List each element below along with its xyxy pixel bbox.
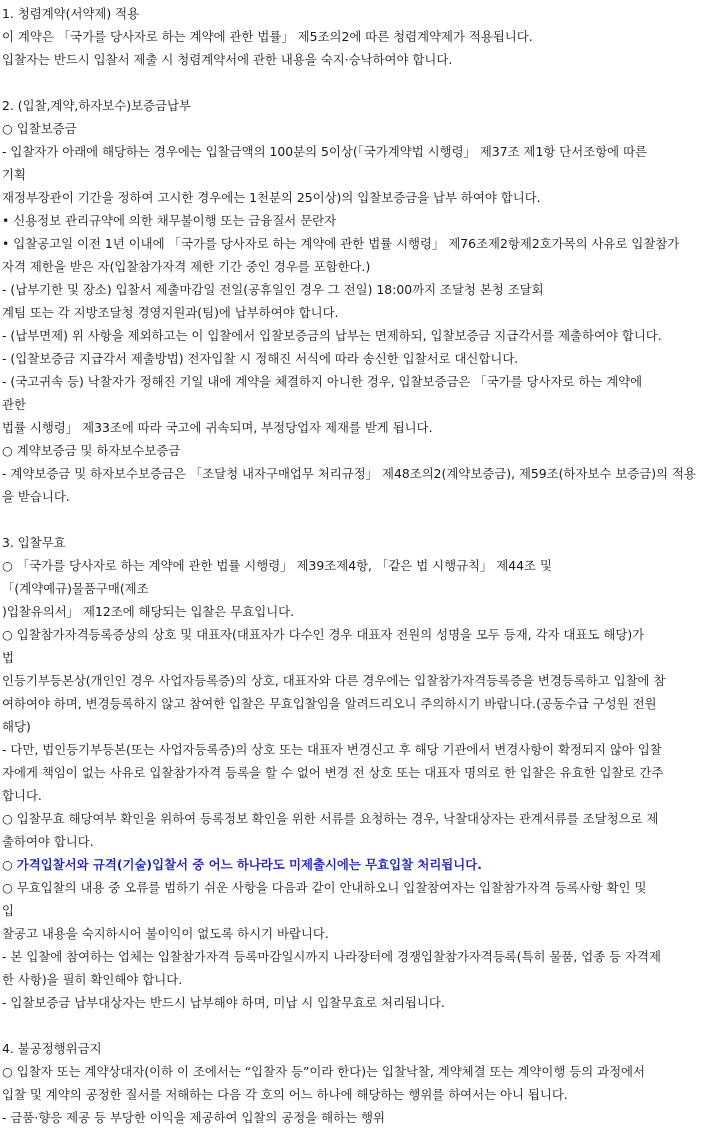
text-line: ○ 무효입찰의 내용 중 오류를 범하기 쉬운 사항을 다음과 같이 안내하오니 입찰참여자는 입찰참가자격 등록사항 확인 및 — [2, 880, 647, 895]
text-line: 합니다. — [2, 788, 42, 803]
text-line: 2. (입찰,계약,하자보수)보증금납부 — [2, 98, 191, 113]
text-line: ○ 입찰보증금 — [2, 121, 77, 136]
text-line: • 신용정보 관리규약에 의한 채무불이행 또는 금융질서 문란자 — [2, 213, 337, 228]
text-line: 「(계약예규)물품구매(제조 — [2, 581, 149, 596]
text-line: - 본 입찰에 참여하는 업체는 입찰참가자격 등록마감일시까지 나라장터에 경쟁입찰참가자격등록(특히 물품, 업종 등 자격제 — [2, 949, 661, 964]
text-line: 계팀 또는 각 지방조달청 경영지원과(팀)에 납부하여야 합니다. — [2, 305, 339, 320]
text-line: 인등기부등본상(개인인 경우 사업자등록증)의 상호, 대표자와 다른 경우에는 입찰참가자격등록증을 변경등록하고 입찰에 참 — [2, 673, 666, 688]
text-line: ○ 「국가를 당사자로 하는 계약에 관한 법률 시행령」 제39조제4항, 「같은 법 시행규칙」 제44조 및 — [2, 558, 552, 573]
text-line: )입찰유의서」 제12조에 해당되는 입찰은 무효입니다. — [2, 604, 295, 619]
text-line: - (국고귀속 등) 낙찰자가 정해진 기일 내에 계약을 체결하지 아니한 경우, 입찰보증금은 「국가를 당사자로 하는 계약에 — [2, 374, 643, 389]
blank-line — [2, 508, 718, 531]
text-line: 자에게 책임이 없는 사유로 입찰참가자격 등록을 할 수 없어 변경 전 상호 또는 대표자 명의로 한 입찰은 유효한 입찰로 간주 — [2, 765, 664, 780]
text-line: - (입찰보증금 지급각서 제출방법) 전자입찰 시 정해진 서식에 따라 송신한 입찰서로 대신합니다. — [2, 351, 519, 366]
text-line: 기획 — [2, 167, 26, 182]
text-line: 찰공고 내용을 숙지하시어 불이익이 없도록 하시기 바랍니다. — [2, 926, 329, 941]
text-line: - 입찰보증금 납부대상자는 반드시 납부해야 하며, 미납 시 입찰무효로 처리됩니다. — [2, 995, 445, 1010]
text-line: 4. 불공정행위금지 — [2, 1041, 102, 1056]
text-line: 1. 청렴계약(서약제) 적용 — [2, 6, 140, 21]
text-line: - (납부면제) 위 사항을 제외하고는 이 입찰에서 입찰보증금의 납부는 면제하되, 입찰보증금 지급각서를 제출하여야 합니다. — [2, 328, 662, 343]
text-line: • 입찰공고일 이전 1년 이내에 「국가를 당사자로 하는 계약에 관한 법률 시행령」 제76조제2항제2호가목의 사유로 입찰참가 — [2, 236, 680, 251]
text-line: 이 계약은 「국가를 당사자로 하는 계약에 관한 법률」 제5조의2에 따른 청렴계약제가 적용됩니다. — [2, 29, 533, 44]
text-line: 해당) — [2, 719, 31, 734]
text-line: - (납부기한 및 장소) 입찰서 제출마감일 전일(공휴일인 경우 그 전일) 18:00까지 조달청 본청 조달회 — [2, 282, 544, 297]
text-line: 입찰 및 계약의 공정한 질서를 저해하는 다음 각 호의 어느 하나에 해당하는 행위를 하여서는 아니 됩니다. — [2, 1087, 568, 1102]
text-line: 관한 — [2, 397, 26, 412]
text-line: 3. 입찰무효 — [2, 535, 66, 550]
text-line: 법 — [2, 650, 14, 665]
text-line: ○ 입찰자 또는 계약상대자(이하 이 조에서는 “입찰자 등”이라 한다)는 입찰낙찰, 계약체결 또는 계약이행 등의 과정에서 — [2, 1064, 645, 1079]
text-line: 재정부장관이 기간을 정하여 고시한 경우에는 1천분의 25이상)의 입찰보증금을 납부 하여야 합니다. — [2, 190, 541, 205]
text-line: 법률 시행령」 제33조에 따라 국고에 귀속되며, 부정당업자 제재를 받게 됩니다. — [2, 420, 433, 435]
bullet-prefix: ○ — [2, 857, 17, 872]
text-line: - 입찰자가 아래에 해당하는 경우에는 입찰금액의 100분의 5이상(「국가계약법 시행령」 제37조 제1항 단서조항에 따른 — [2, 144, 648, 159]
text-line: 입찰자는 반드시 입찰서 제출 시 청렴계약서에 관한 내용을 숙지·승낙하여야 합니다. — [2, 52, 453, 67]
text-line: ○ 계약보증금 및 하자보수보증금 — [2, 443, 181, 458]
text-line: - 다만, 법인등기부등본(또는 사업자등록증)의 상호 또는 대표자 변경신고 후 해당 기관에서 변경사항이 확정되지 않아 입찰 — [2, 742, 662, 757]
text-line: - 계약보증금 및 하자보수보증금은 「조달청 내자구매업무 처리규정」 제48조의2(계약보증금), 제59조(하자보수 보증금)의 적용 — [2, 466, 696, 481]
text-line: 한 사항)을 필히 확인해야 합니다. — [2, 972, 183, 987]
text-line: 여하여야 하며, 변경등록하지 않고 참여한 입찰은 무효입찰임을 알려드리오니 주의하시기 바랍니다.(공동수급 구성원 전원 — [2, 696, 657, 711]
text-line: - 금품·향응 제공 등 부당한 이익을 제공하여 입찰의 공정을 해하는 행위 — [2, 1110, 385, 1125]
text-line: 을 받습니다. — [2, 489, 70, 504]
text-line: 출하여야 합니다. — [2, 834, 94, 849]
blank-line — [2, 71, 718, 94]
text-line: 입 — [2, 903, 14, 918]
highlighted-line — [2, 853, 718, 876]
text-line: ○ 입찰참가자격등록증상의 상호 및 대표자(대표자가 다수인 경우 대표자 전원의 성명을 모두 등재, 각자 대표도 해당)가 — [2, 627, 645, 642]
blank-line — [2, 1014, 718, 1037]
text-line: 자격 제한을 받은 자(입찰참가자격 제한 기간 중인 경우를 포함한다.) — [2, 259, 371, 274]
text-line: ○ 입찰무효 해당여부 확인을 위하여 등록정보 확인을 위한 서류를 요청하는 경우, 낙찰대상자는 관계서류를 조달청으로 제 — [2, 811, 659, 826]
emphasis-text: 가격입찰서와 규격(기술)입찰서 중 어느 하나라도 미제출시에는 무효입찰 처리됩니다. — [16, 857, 482, 872]
